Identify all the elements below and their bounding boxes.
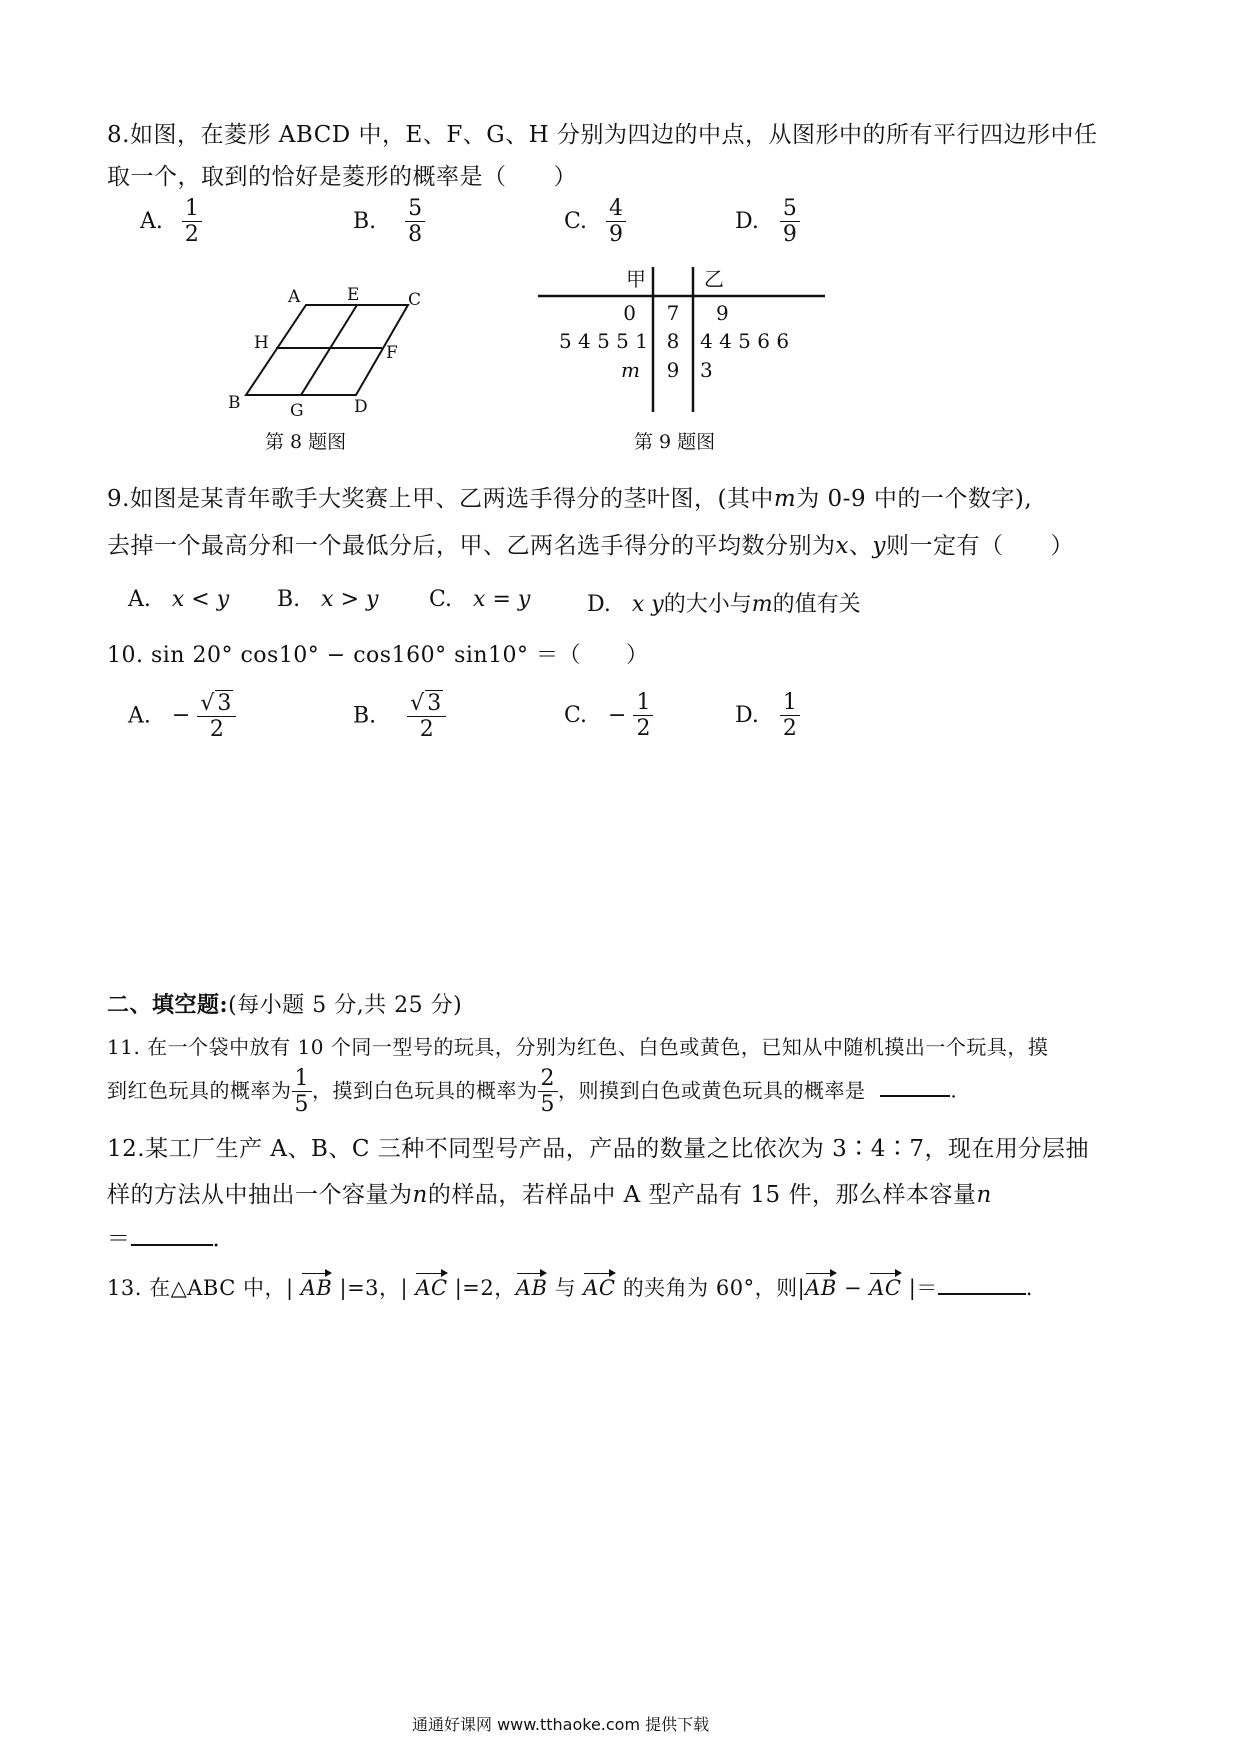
label-e: E <box>347 285 360 305</box>
option-sign: − <box>171 703 191 729</box>
q9-var-y: y <box>872 533 886 559</box>
fraction <box>405 196 425 248</box>
stem-row2: 8 <box>666 329 680 353</box>
q9-var-m: m <box>773 486 797 512</box>
option-label: B. <box>353 208 377 234</box>
q9-line2-sep: 、 <box>848 533 873 559</box>
stem-row1: 7 <box>666 301 680 325</box>
q13-minus: − <box>843 1276 863 1300</box>
q13-mid1: |=3，| <box>339 1276 409 1300</box>
q9-line1 <box>107 480 1032 513</box>
denominator: 2 <box>636 716 651 742</box>
label-f: F <box>386 343 398 363</box>
option-label: B. <box>277 587 301 612</box>
rhombus-outline <box>246 305 408 395</box>
page-footer: 通通好课网 www.tthaoke.com 提供下载 <box>412 1715 710 1734</box>
vector-ab: AB <box>300 1276 333 1300</box>
q13-mid5: |＝ <box>908 1276 938 1300</box>
option-text: x = y <box>473 587 531 612</box>
denominator: 5 <box>540 1092 555 1118</box>
label-c: C <box>408 290 422 310</box>
leaf-left-row3: m <box>621 358 640 382</box>
q13-end: . <box>1025 1276 1033 1300</box>
section2-note: (每小题 5 分,共 25 分) <box>228 993 463 1018</box>
q9-var-x: x <box>835 533 849 559</box>
fraction <box>780 196 800 248</box>
q11-text-c: ，则摸到白色或黄色玩具的概率是 <box>558 1078 866 1103</box>
q9-stem-leaf-figure <box>530 262 830 417</box>
q11-line2 <box>107 1066 957 1118</box>
numerator: 4 <box>606 196 626 222</box>
q10-option-a <box>128 690 236 743</box>
q8-rhombus-figure <box>220 280 440 425</box>
denominator: 2 <box>184 222 199 248</box>
numerator: 1 <box>292 1066 313 1092</box>
q11-fraction-red <box>292 1066 313 1118</box>
label-d: D <box>354 397 368 417</box>
q8-option-b <box>353 196 425 248</box>
vector-ac: AC <box>869 1276 902 1300</box>
q13-mid2: |=2， <box>454 1276 516 1300</box>
q13-mid4: 的夹角为 60°，则| <box>622 1276 806 1300</box>
line-eg <box>301 305 357 395</box>
numerator: 1 <box>182 196 202 222</box>
section2-title: 二、填空题: <box>107 992 229 1018</box>
q11-text-b: ，摸到白色玩具的概率为 <box>312 1078 538 1103</box>
leaf-left-row2: 5 4 5 5 1 <box>558 329 648 353</box>
q10-option-c <box>564 690 653 742</box>
q9-option-d <box>587 587 861 618</box>
option-text-b: 的大小与 <box>663 592 752 617</box>
label-a: A <box>288 287 301 307</box>
option-label: A. <box>140 208 163 234</box>
option-label: B. <box>353 703 377 729</box>
q9-line2 <box>107 527 1074 560</box>
leaf-right-row1: 9 <box>716 301 729 325</box>
q9-line1-text-b: 为 0-9 中的一个数字), <box>796 486 1033 512</box>
denominator: 9 <box>782 222 797 248</box>
numerator: 1 <box>633 690 653 716</box>
denominator: 2 <box>419 717 434 743</box>
fraction <box>407 690 446 743</box>
q11-fraction-white <box>538 1066 559 1118</box>
denominator: 8 <box>408 222 423 248</box>
denominator: 2 <box>782 716 797 742</box>
numerator: 1 <box>780 690 800 716</box>
denominator: 5 <box>294 1092 309 1118</box>
option-label: D. <box>735 702 759 728</box>
q10-stem: 10. sin 20° cos10° − cos160° sin10° ＝（ ） <box>107 643 649 668</box>
option-text: x < y <box>171 587 230 612</box>
option-label: C. <box>564 208 588 234</box>
q8-option-c <box>564 196 626 248</box>
vector-ac: AC <box>415 1276 448 1300</box>
q13-pre: 13. 在△ABC 中，| <box>107 1276 294 1300</box>
option-sign: − <box>608 702 627 728</box>
fraction <box>780 690 800 742</box>
label-b: B <box>228 393 241 413</box>
numerator: √ 3 <box>197 690 236 717</box>
label-h: H <box>254 333 269 353</box>
q12-line1: 12.某工厂生产 A、B、C 三种不同型号产品，产品的数量之比依次为 3∶4∶7，现在用分层抽 <box>107 1136 1090 1162</box>
label-g: G <box>290 401 304 421</box>
q10-option-d <box>735 690 800 742</box>
header-jia: 甲 <box>626 267 646 291</box>
fraction <box>197 690 236 743</box>
q13-mid3: 与 <box>554 1276 577 1300</box>
leaf-right-row3: 3 <box>700 358 713 382</box>
q9-option-a <box>128 587 229 612</box>
q8-option-d <box>735 196 800 248</box>
q11-answer-blank[interactable] <box>880 1075 950 1097</box>
q12-answer-blank[interactable] <box>131 1224 213 1246</box>
q13-line <box>107 1272 1033 1302</box>
option-label: A. <box>128 587 151 612</box>
leaf-left-row1: 0 <box>623 301 636 325</box>
section2-heading <box>107 988 462 1019</box>
q9-line2-text-b: 则一定有（ ） <box>885 533 1074 559</box>
numerator: 5 <box>780 196 800 222</box>
option-label: D. <box>735 208 759 234</box>
numerator: √ 3 <box>407 690 446 717</box>
q11-text-a: 到红色玩具的概率为 <box>107 1078 292 1103</box>
option-text-c: 的值有关 <box>772 592 861 617</box>
option-var-m: m <box>751 592 773 617</box>
numerator: 5 <box>405 196 425 222</box>
q9-figure-caption: 第 9 题图 <box>634 431 716 453</box>
denominator: 2 <box>209 717 224 743</box>
q9-option-c <box>429 587 530 612</box>
fraction <box>606 196 626 248</box>
q12-equals: ＝ <box>107 1226 131 1252</box>
vector-ab: AB <box>805 1276 837 1300</box>
q12-var-n2: n <box>976 1182 992 1208</box>
option-label: D. <box>587 592 611 617</box>
q8-figure-caption: 第 8 题图 <box>265 431 347 453</box>
radicand: 3 <box>427 691 442 716</box>
stem-row3: 9 <box>666 358 680 382</box>
option-label: C. <box>564 702 588 728</box>
leaf-right-row2: 4 4 5 6 6 <box>700 329 790 353</box>
q12-text-b: 的样品，若样品中 A 型产品有 15 件，那么样本容量 <box>427 1182 977 1208</box>
option-label: A. <box>128 703 151 729</box>
fraction <box>182 196 202 248</box>
q9-line1-text-a: 9.如图是某青年歌手大奖赛上甲、乙两选手得分的茎叶图，(其中 <box>107 486 774 512</box>
q11-end: . <box>950 1078 958 1103</box>
q12-line2 <box>107 1176 992 1209</box>
q12-end: ． <box>212 1226 236 1252</box>
option-text: x > y <box>321 587 379 612</box>
q12-text-a: 样的方法从中抽出一个容量为 <box>107 1182 413 1208</box>
option-vars: x y <box>631 592 664 617</box>
q12-var-n: n <box>412 1182 428 1208</box>
q9-line2-text-a: 去掉一个最高分和一个最低分后，甲、乙两名选手得分的平均数分别为 <box>107 533 836 559</box>
vector-ac: AC <box>583 1276 616 1300</box>
header-yi: 乙 <box>704 267 724 291</box>
fraction <box>633 690 653 742</box>
q8-line1: 8.如图，在菱形 ABCD 中，E、F、G、H 分别为四边的中点，从图形中的所有平行四边形中任 <box>107 122 1098 148</box>
option-label: C. <box>429 587 453 612</box>
q12-line3 <box>107 1220 236 1253</box>
radicand: 3 <box>217 691 232 716</box>
q13-answer-blank[interactable] <box>938 1273 1026 1295</box>
vector-ab: AB <box>515 1276 548 1300</box>
q11-line1: 11. 在一个袋中放有 10 个同一型号的玩具，分别为红色、白色或黄色，已知从中随机摸出一个玩具，摸 <box>107 1035 1049 1059</box>
q9-option-b <box>277 587 378 612</box>
denominator: 9 <box>609 222 624 248</box>
q8-option-a <box>140 196 202 248</box>
q10-option-b <box>353 690 446 743</box>
numerator: 2 <box>538 1066 559 1092</box>
q8-line2: 取一个，取到的恰好是菱形的概率是（ ） <box>107 164 577 190</box>
